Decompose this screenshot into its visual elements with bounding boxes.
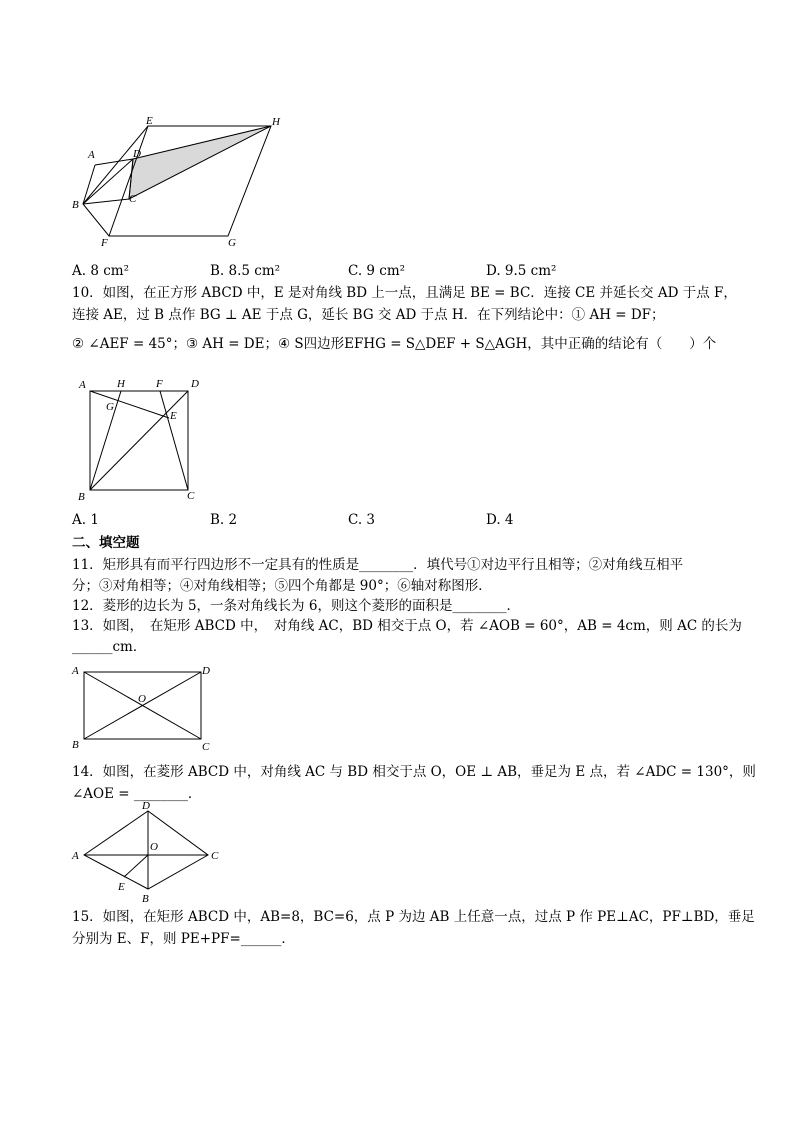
q9-option-d: D. 9.5 cm² bbox=[486, 263, 557, 279]
q9-label-G: G bbox=[228, 237, 236, 249]
q15-stem-line1: 15．如图，在矩形 ABCD 中，AB=8，BC=6，点 P 为边 AB 上任意一点，过点 P 作 PE⊥AC，PF⊥BD，垂足 bbox=[72, 909, 755, 925]
q10-label-A: A bbox=[79, 379, 86, 391]
q10-stem-line2: 连接 AE，过 B 点作 BG ⊥ AE 于点 G，延长 BG 交 AD 于点 H．在下列结论中：① AH = DF； bbox=[72, 307, 665, 323]
q9-label-F: F bbox=[101, 237, 108, 249]
q14-label-C: C bbox=[211, 850, 219, 862]
q15-stem-line2: 分别为 E、F，则 PE+PF=______． bbox=[72, 931, 295, 947]
q10-label-B: B bbox=[78, 491, 85, 503]
q10-label-F: F bbox=[156, 378, 163, 390]
q10-option-c: C. 3 bbox=[348, 512, 376, 528]
q10-figure bbox=[74, 375, 204, 505]
q14-stem-line1: 14．如图，在菱形 ABCD 中，对角线 AC 与 BD 相交于点 O，OE ⊥ AB，垂足为 E 点，若 ∠ADC = 130°，则 bbox=[72, 764, 756, 780]
q10-label-E: E bbox=[170, 410, 177, 422]
q14-label-A: A bbox=[72, 850, 79, 862]
q10-label-G: G bbox=[106, 401, 114, 413]
q14-figure bbox=[66, 798, 236, 908]
q9-label-A: A bbox=[88, 149, 95, 161]
q13-label-B: B bbox=[72, 739, 79, 751]
q14-stem-line2: ∠AOE = ________． bbox=[72, 786, 202, 802]
q9-label-E: E bbox=[146, 115, 153, 127]
q13-stem-line1: 13．如图， 在矩形 ABCD 中， 对角线 AC，BD 相交于点 O，若 ∠AOB = 60°，AB = 4cm，则 AC 的长为 bbox=[72, 618, 742, 634]
q10-option-d: D. 4 bbox=[486, 512, 514, 528]
q10-option-b: B. 2 bbox=[210, 512, 238, 528]
q9-option-b: B. 8.5 cm² bbox=[210, 263, 281, 279]
q13-label-C: C bbox=[202, 741, 210, 753]
q10-label-D: D bbox=[191, 378, 199, 390]
q10-option-a: A. 1 bbox=[72, 512, 99, 528]
q9-option-a: A. 8 cm² bbox=[72, 263, 129, 279]
q9-option-c: C. 9 cm² bbox=[348, 263, 406, 279]
q10-stem-line3: ② ∠AEF = 45°；③ AH = DE；④ S四边形EFHG = S△DEF + S△AGH，其中正确的结论有（ ）个 bbox=[72, 336, 717, 352]
q14-label-O: O bbox=[150, 841, 158, 853]
q9-label-C: C bbox=[129, 193, 137, 205]
q11-stem-line1: 11．矩形具有而平行四边形不一定具有的性质是________．填代号①对边平行且相等；②对角线互相平 bbox=[72, 557, 684, 573]
q11-stem-line2: 分；③对角相等；④对角线相等；⑤四个角都是 90°；⑥轴对称图形． bbox=[72, 578, 492, 594]
q13-label-O: O bbox=[138, 693, 146, 705]
q13-stem-line2: ______cm． bbox=[72, 639, 147, 655]
q9-label-D: D bbox=[133, 148, 141, 160]
q10-label-H: H bbox=[117, 378, 125, 390]
q13-label-D: D bbox=[202, 665, 210, 677]
q12-stem: 12．菱形的边长为 5，一条对角线长为 6，则这个菱形的面积是________． bbox=[72, 598, 520, 614]
q9-label-H: H bbox=[272, 116, 280, 128]
q10-label-C: C bbox=[187, 490, 195, 502]
section-title-fill-in: 二、填空题 bbox=[72, 535, 140, 551]
q9-label-B: B bbox=[72, 199, 79, 211]
q14-label-B: B bbox=[142, 893, 149, 905]
q14-label-E: E bbox=[118, 881, 125, 893]
q14-label-D: D bbox=[142, 800, 150, 812]
q10-stem-line1: 10．如图，在正方形 ABCD 中，E 是对角线 BD 上一点，且满足 BE = BC．连接 CE 并延长交 AD 于点 F， bbox=[72, 285, 737, 301]
q13-label-A: A bbox=[72, 665, 79, 677]
q9-figure bbox=[66, 112, 296, 252]
q13-figure bbox=[68, 660, 228, 755]
